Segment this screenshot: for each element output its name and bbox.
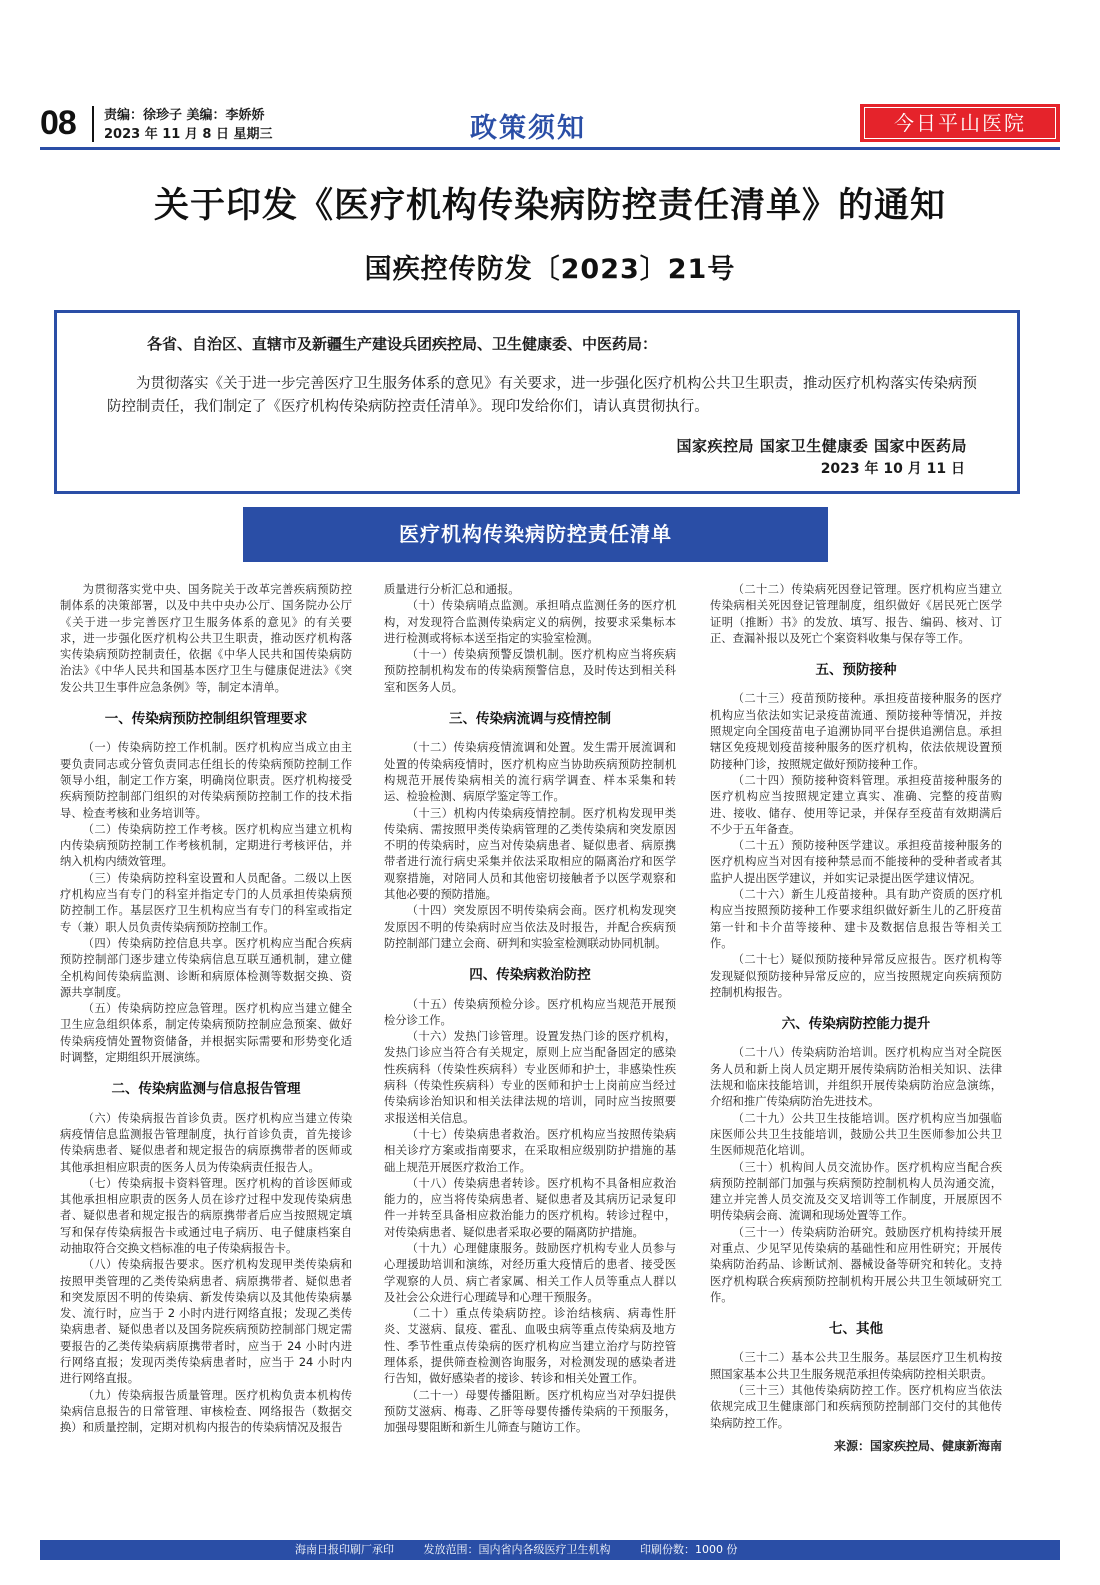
editors-line: 责编：徐珍子 美编：李娇娇: [104, 108, 265, 123]
section-heading: 一、传染病预防控制组织管理要求: [104, 711, 308, 728]
footer-distribution: 发放范围：国内省内各级医疗卫生机构: [423, 1543, 611, 1556]
clause-paragraph: （九）传染病报告质量管理。医疗机构负责本机构传染病信息报告的日常管理、审核检查、网络报告（数据交换）和质量控制，定期对机构内报告的传染病情况及报告: [60, 1388, 352, 1435]
clause-paragraph: （五）传染病防控应急管理。医疗机构应当建立健全卫生应急组织体系，制定传染病预防控制应急预案、做好传染病疫情处置物资储备，并根据实际需要和形势变化适时调整，定期组织开展演练。: [60, 1002, 352, 1065]
clause-paragraph: （十七）传染病患者救治。医疗机构应当按照传染病相关诊疗方案或指南要求，在采取相应级别防护措施的基础上规范开展医疗救治工作。: [384, 1127, 676, 1174]
clause-paragraph: （一）传染病防控工作机制。医疗机构应当成立由主要负责同志或分管负责同志任组长的传染病预防控制工作领导小组，制定工作方案，明确岗位职责。医疗机构接受疾病预防控制部门组织的对传染病预防控制工作的技术指导、检查考核和业务培训等。: [60, 741, 352, 820]
clause-paragraph: （十八）传染病患者转诊。医疗机构不具备相应救治能力的，应当将传染病患者、疑似患者及其病历记录复印件一并转至具备相应救治能力的医疗机构。转诊过程中，对传染病患者、疑似患者采取必要的隔离防护措施。: [384, 1176, 676, 1239]
list-banner: 医疗机构传染病防控责任清单: [243, 507, 828, 562]
notice-addressee: 各省、自治区、直辖市及新疆生产建设兵团疾控局、卫生健康委、中医药局：: [147, 335, 658, 353]
clause-paragraph: （十一）传染病预警反馈机制。医疗机构应当将疾病预防控制机构发布的传染病预警信息，及时传达到相关科室和医务人员。: [384, 648, 676, 694]
newspaper-name: 今日平山医院: [864, 107, 1056, 139]
text-column-1: [60, 582, 352, 1437]
clause-paragraph: （八）传染病报告要求。医疗机构发现甲类传染病和按照甲类管理的乙类传染病患者、病原携带者、疑似患者和突发原因不明的传染病、新发传染病以及其他传染病暴发、流行时，应当于 2 小时内进行网络直报；发现乙类传染病患者、疑似患者以及国务院疾病预防控制部门规定需要报告的乙类传染病病原携带者时，应当于 24 小时内进行网络直报；发现丙类传染病患者时，应当于 24 小时内进行网络直报。: [60, 1258, 352, 1386]
clause-paragraph: （二）传染病防控工作考核。医疗机构应当建立机构内传染病预防控制工作考核机制，定期进行考核评估，并纳入机构内绩效管理。: [60, 822, 352, 869]
clause-paragraph: （二十六）新生儿疫苗接种。具有助产资质的医疗机构应当按照预防接种工作要求组织做好新生儿的乙肝疫苗第一针和卡介苗等接种、建卡及数据信息报告等相关工作。: [710, 888, 1002, 950]
section-label: 政策须知: [470, 113, 586, 144]
clause-paragraph: （二十九）公共卫生技能培训。医疗机构应当加强临床医师公共卫生技能培训，鼓励公共卫生医师参加公共卫生医师规范化培训。: [710, 1111, 1002, 1158]
clause-paragraph: （十九）心理健康服务。鼓励医疗机构专业人员参与心理援助培训和演练，对经历重大疫情后的患者、接受医学观察的人员、病亡者家属、相关工作人员等重点人群以及社会公众进行心理疏导和心理干预服务。: [384, 1241, 676, 1304]
header-separator: [92, 106, 94, 142]
footer-printer: 海南日报印刷厂承印: [295, 1543, 394, 1556]
editor-info: [104, 106, 272, 144]
section-heading: 三、传染病流调与疫情控制: [449, 711, 611, 728]
header-divider: [40, 147, 1060, 150]
text-column-2: [384, 582, 676, 1437]
clause-paragraph: （十三）机构内传染病疫情控制。医疗机构发现甲类传染病、需按照甲类传染病管理的乙类传染病和突发原因不明的传染病时，应当对传染病患者、疑似患者、病原携带者进行流行病史采集并依法采取相应的隔离治疗和医学观察措施，对陪同人员和其他密切接触者予以医学观察和其他必要的预防措施。: [384, 806, 676, 902]
clause-paragraph: （三）传染病防控科室设置和人员配备。二级以上医疗机构应当有专门的科室并指定专门的人员承担传染病预防控制工作。基层医疗卫生机构应当有专门的科室或指定专（兼）职人员负责传染病预防控制工作。: [60, 871, 352, 934]
clause-paragraph: （二十七）疑似预防接种异常反应报告。医疗机构等发现疑似预防接种异常反应的，应当按照规定向疾病预防控制机构报告。: [710, 953, 1002, 999]
clause-paragraph: （二十二）传染病死因登记管理。医疗机构应当建立传染病相关死因登记管理制度，组织做好《居民死亡医学证明（推断）书》的发放、填写、报告、编码、核对、订正、查漏补报以及死亡个案资料收集与保存等工作。: [710, 583, 1002, 645]
text-column-3: [710, 582, 1002, 1454]
section-heading: 五、预防接种: [815, 662, 897, 679]
page-number: 08: [40, 104, 76, 142]
clause-paragraph: （十六）发热门诊管理。设置发热门诊的医疗机构，发热门诊应当符合有关规定，原则上应当配备固定的感染性疾病科（传染性疾病科）专业医师和护士，非感染性疾病科（传染性疾病科）专业的医师和护士上岗前应当经过传染病诊治知识和相关法律法规的培训，同时应当按照要求报送相关信息。: [384, 1030, 676, 1125]
clause-paragraph: （二十四）预防接种资料管理。承担疫苗接种服务的医疗机构应当按照规定建立真实、准确、完整的疫苗购进、接收、储存、使用等记录，并保存至疫苗有效期满后不少于五年备查。: [710, 773, 1002, 836]
notice-box: [54, 310, 1020, 494]
clause-paragraph: （十五）传染病预检分诊。医疗机构应当规范开展预检分诊工作。: [384, 997, 676, 1027]
clause-paragraph: （四）传染病防控信息共享。医疗机构应当配合疾病预防控制部门逐步建立传染病信息互联互通机制，建立健全机构间传染病监测、诊断和病原体检测等数据交换、资源共享制度。: [60, 936, 352, 999]
section-heading: 四、传染病救治防控: [469, 967, 591, 984]
clause-paragraph: （三十三）其他传染病防控工作。医疗机构应当依法依规完成卫生健康部门和疾病预防控制部门交付的其他传染病防控工作。: [710, 1384, 1002, 1430]
notice-body: 为贯彻落实《关于进一步完善医疗卫生服务体系的意见》有关要求，进一步强化医疗机构公共卫生职责，推动医疗机构落实传染病预防控制责任，我们制定了《医疗机构传染病防控责任清单》。现印发给你们，请认真贯彻执行。: [107, 376, 977, 415]
clause-paragraph: （三十）机构间人员交流协作。医疗机构应当配合疾病预防控制部门加强与疾病预防控制机构人员沟通交流，建立并完善人员交流及交叉培训等工作制度，开展原因不明传染病会商、流调和现场处置等工作。: [710, 1160, 1002, 1223]
section-heading: 六、传染病防控能力提升: [781, 1016, 931, 1033]
section-heading: 七、其他: [829, 1321, 883, 1338]
clause-paragraph: （十四）突发原因不明传染病会商。医疗机构发现突发原因不明的传染病时应当依法及时报告，并配合疾病预防控制部门建立会商、研判和实验室检测联动协同机制。: [384, 904, 676, 950]
clause-paragraph: （二十）重点传染病防控。诊治结核病、病毒性肝炎、艾滋病、鼠疫、霍乱、血吸虫病等重点传染病及地方性、季节性重点传染病的医疗机构应当建立治疗与防控管理体系，提供筛查检测咨询服务，对检测发现的感染者进行告知，做好感染者的接诊、转诊和相关处置工作。: [384, 1307, 676, 1386]
clause-paragraph: （二十八）传染病防治培训。医疗机构应当对全院医务人员和新上岗人员定期开展传染病防治相关知识、法律法规和临床技能培训，并组织开展传染病防治应急演练，介绍和推广传染病防治先进技术。: [710, 1046, 1002, 1109]
clause-paragraph: （三十一）传染病防治研究。鼓励医疗机构持续开展对重点、少见罕见传染病的基础性和应用性研究；开展传染病防治药品、诊断试剂、器械设备等研究和转化。支持医疗机构联合疾病预防控制机构开展公共卫生领域研究工作。: [710, 1225, 1002, 1304]
newspaper-badge: [860, 104, 1060, 142]
clause-paragraph: （十）传染病哨点监测。承担哨点监测任务的医疗机构，对发现符合监测传染病定义的病例，按要求采集标本进行检测或将标本送至指定的实验室检测。: [384, 599, 676, 645]
clause-paragraph: （三十二）基本公共卫生服务。基层医疗卫生机构按照国家基本公共卫生服务规范承担传染病防控相关职责。: [710, 1351, 1002, 1381]
section-heading: 二、传染病监测与信息报告管理: [111, 1081, 301, 1098]
clause-paragraph: （六）传染病报告首诊负责。医疗机构应当建立传染病疫情信息监测报告管理制度，执行首诊负责，首先接诊传染病患者、疑似患者和规定报告的病原携带者的医师或其他承担相应职责的医务人员为传染病责任报告人。: [60, 1111, 352, 1174]
clause-paragraph: 质量进行分析汇总和通报。: [384, 583, 520, 596]
intro-paragraph: 为贯彻落实党中央、国务院关于改革完善疾病预防控制体系的决策部署，以及中共中央办公厅、国务院办公厅《关于进一步完善医疗卫生服务体系的意见》的有关要求，进一步强化医疗机构公共卫生职责，推动医疗机构落实传染病预防控制责任，依据《中华人民共和国传染病防治法》《中华人民共和国基本医疗卫生与健康促进法》《突发公共卫生事件应急条例》等，制定本清单。: [60, 583, 352, 694]
clause-paragraph: （十二）传染病疫情流调和处置。发生需开展流调和处置的传染病疫情时，医疗机构应当协助疾病预防控制机构规范开展传染病相关的流行病学调查、样本采集和转运、检验检测、病原学鉴定等工作。: [384, 741, 676, 804]
page-footer: [40, 1540, 1060, 1560]
clause-paragraph: （二十三）疫苗预防接种。承担疫苗接种服务的医疗机构应当依法如实记录疫苗流通、预防接种等情况，并按照规定向全国疫苗电子追溯协同平台提供追溯信息。承担辖区免疫规划疫苗接种服务的医疗机构，依法依规设置预防接种门诊，按照规定做好预防接种工作。: [710, 692, 1002, 771]
document-number: 国疾控传防发〔2023〕21号: [364, 254, 736, 285]
clause-paragraph: （七）传染病报卡资料管理。医疗机构的首诊医师或其他承担相应职责的医务人员在诊疗过程中发现传染病患者、疑似患者和规定报告的病原携带者后应当按照规定填写和保存传染病报告卡或通过电子病历、电子健康档案自动抽取符合交换文档标准的电子传染病报告卡。: [60, 1176, 352, 1255]
article-title: 关于印发《医疗机构传染病防控责任清单》的通知: [153, 186, 946, 226]
page-header: [40, 100, 1060, 152]
footer-print-count: 印刷份数：1000 份: [640, 1543, 738, 1556]
issue-date: 2023 年 11 月 8 日 星期三: [104, 127, 273, 142]
clause-paragraph: （二十五）预防接种医学建议。承担疫苗接种服务的医疗机构应当对因有接种禁忌而不能接种的受种者或者其监护人提出医学建议，并如实记录提出医学建议情况。: [710, 839, 1002, 885]
notice-date: 2023 年 10 月 11 日: [820, 461, 965, 477]
clause-paragraph: （二十一）母婴传播阻断。医疗机构应当对孕妇提供预防艾滋病、梅毒、乙肝等母婴传播传染病的干预服务，加强母婴阻断和新生儿筛查与随访工作。: [384, 1388, 676, 1435]
notice-signers: 国家疾控局 国家卫生健康委 国家中医药局: [676, 437, 967, 455]
source-credit: 来源：国家疾控局、健康新海南: [833, 1438, 1002, 1453]
